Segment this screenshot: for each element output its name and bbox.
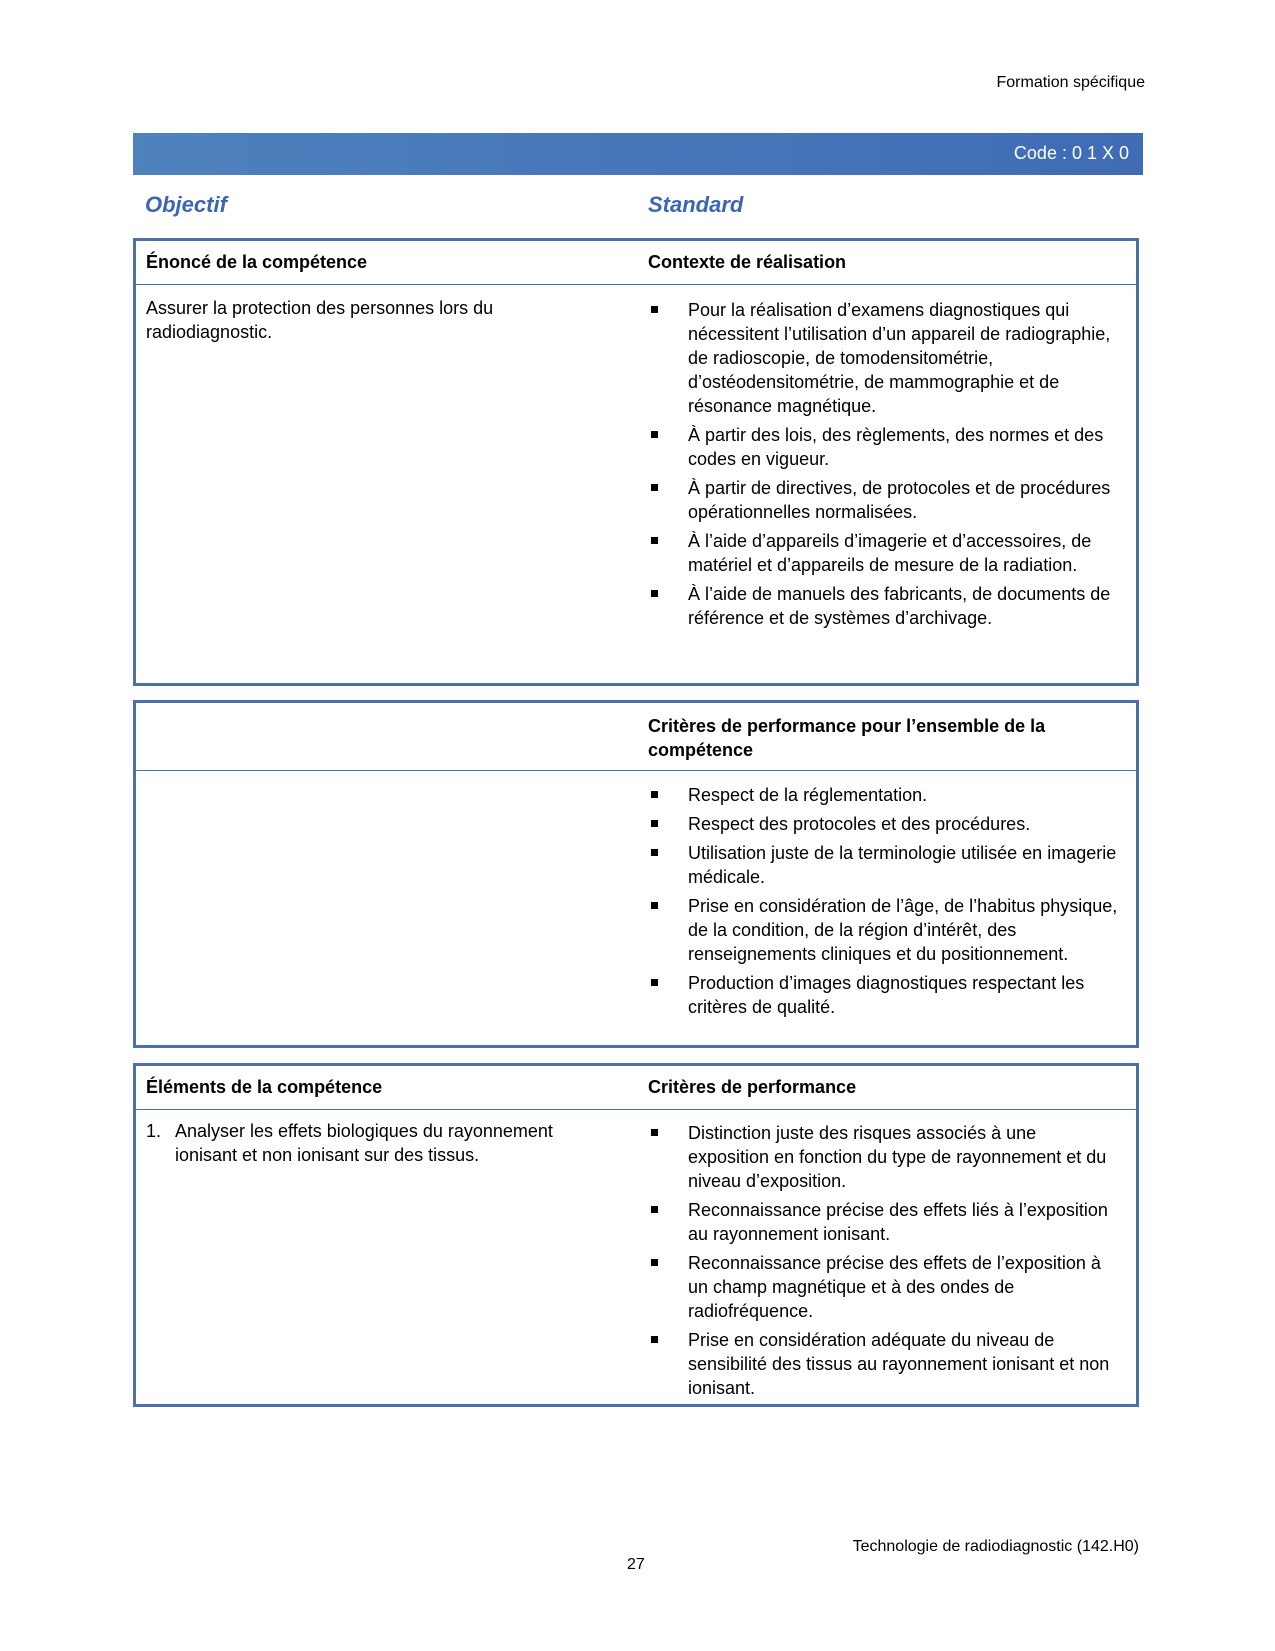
code-bar [133,133,1143,175]
bullet-icon [651,820,658,827]
list-item: Utilisation juste de la terminologie utilisée en imagerie médicale. [648,841,1118,889]
list-item: À l’aide d’appareils d’imagerie et d’accessoires, de matériel et d’appareils de mesure de la radiation. [648,529,1118,577]
contexte-header: Contexte de réalisation [648,252,847,272]
objectif-title: Objectif [145,192,227,217]
bullet-icon [651,791,658,798]
enonce-text: Assurer la protection des personnes lors du radiodiagnostic. [146,298,494,342]
list-item: Reconnaissance précise des effets de l’exposition à un champ magnétique et à des ondes de radiofréquence. [648,1251,1118,1323]
bullet-icon [651,306,658,313]
list-item: Reconnaissance précise des effets liés à l’exposition au rayonnement ionisant. [648,1198,1118,1246]
bullet-icon [651,537,658,544]
list-item: À l’aide de manuels des fabricants, de documents de référence et de systèmes d’archivage. [648,582,1118,630]
list-item: Pour la réalisation d’examens diagnostiques qui nécessitent l’utilisation d’un appareil de radiographie, de radioscopie, de tomodensitométrie, d’ostéodensitométrie, de mammographie et de résonance magnétique. [648,298,1118,418]
list-item: Prise en considération de l’âge, de l’habitus physique, de la condition, de la région d’intérêt, des renseignements cliniques et du positionnement. [648,894,1118,966]
element-text: Analyser les effets biologiques du rayonnement ionisant et non ionisant sur des tissus. [175,1121,553,1165]
bullet-icon [651,849,658,856]
criteres-list [648,1121,1118,1405]
bullet-icon [651,484,658,491]
standard-title: Standard [648,192,744,217]
bullet-icon [651,1206,658,1213]
list-item: Distinction juste des risques associés à une exposition en fonction du type de rayonnement et du niveau d’exposition. [648,1121,1118,1193]
element-item [146,1119,616,1167]
bullet-icon [651,1336,658,1343]
list-item: Production d’images diagnostiques respectant les critères de qualité. [648,971,1118,1019]
list-item: Prise en considération adéquate du niveau de sensibilité des tissus au rayonnement ionisant et non ionisant. [648,1328,1118,1400]
element-number: 1. [146,1121,162,1141]
bullet-icon [651,1129,658,1136]
bullet-icon [651,1259,658,1266]
box-header [136,703,1136,771]
contexte-list [648,298,1118,635]
page-number: 27 [627,1556,645,1573]
box-header [136,1066,1136,1110]
list-item: À partir des lois, des règlements, des normes et des codes en vigueur. [648,423,1118,471]
list-item: À partir de directives, de protocoles et de procédures opérationnelles normalisées. [648,476,1118,524]
running-title: Formation spécifique [996,74,1145,91]
box-header [136,241,1136,285]
criteres-ensemble-box [133,700,1139,1048]
bullet-icon [651,902,658,909]
list-item: Respect des protocoles et des procédures. [648,812,1118,836]
criteres-header: Critères de performance [648,1077,857,1097]
enonce-header: Énoncé de la compétence [146,252,368,272]
bullet-icon [651,590,658,597]
criteres-ensemble-list [648,783,1118,1024]
list-item: Respect de la réglementation. [648,783,1118,807]
section-titles [145,192,1135,222]
criteres-ensemble-header: Critères de performance pour l’ensemble de la compétence [648,716,1046,760]
enonce-contexte-box [133,238,1139,686]
footer-program: Technologie de radiodiagnostic (142.H0) [852,1538,1139,1555]
competence-code: Code : 0 1 X 0 [1013,143,1129,163]
elements-header: Éléments de la compétence [146,1077,383,1097]
elements-criteres-box [133,1063,1139,1407]
bullet-icon [651,431,658,438]
bullet-icon [651,979,658,986]
